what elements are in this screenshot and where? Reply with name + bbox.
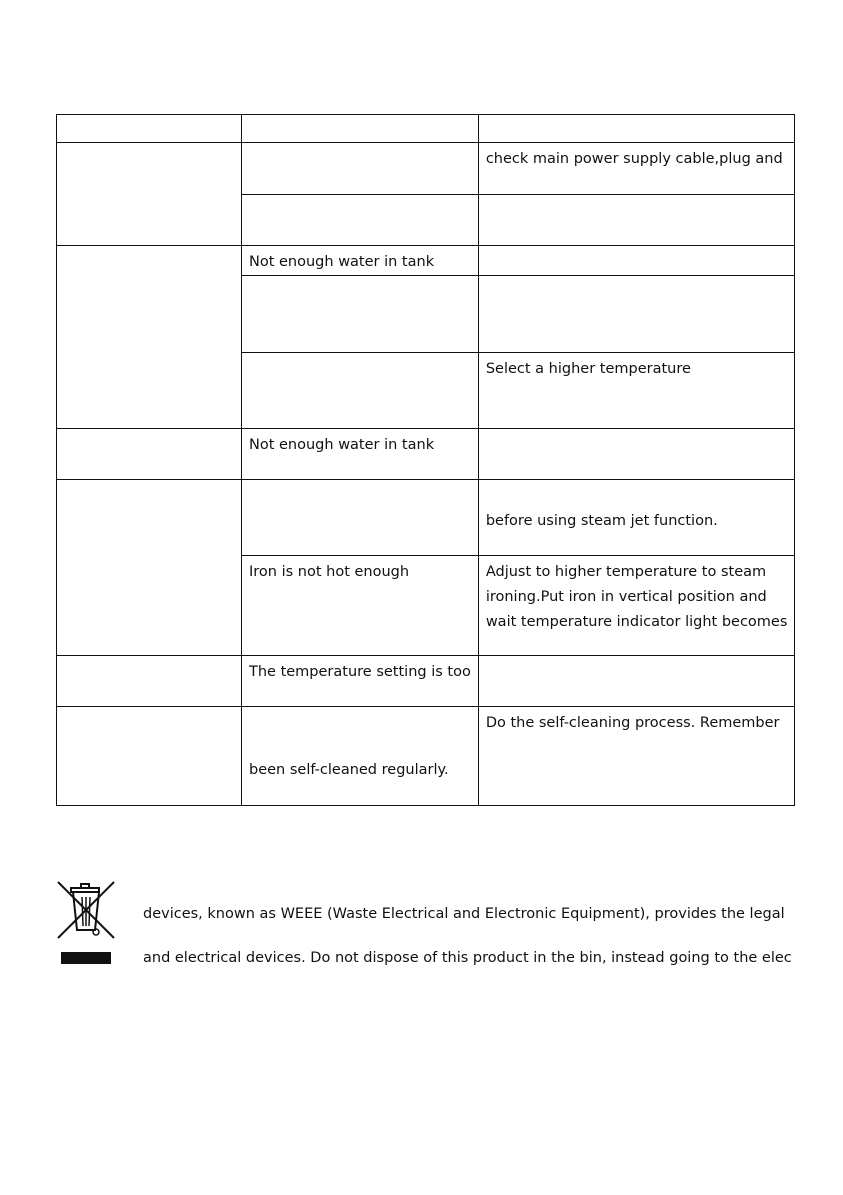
table-cell bbox=[242, 143, 479, 195]
table-cell bbox=[242, 195, 479, 246]
table-cell: Select a higher temperature bbox=[478, 353, 795, 429]
table-cell: Not enough water in tank bbox=[242, 246, 479, 276]
table-cell bbox=[57, 707, 242, 806]
table-cell bbox=[57, 480, 242, 656]
table-cell bbox=[242, 353, 479, 429]
table-row bbox=[57, 143, 795, 195]
table-cell bbox=[478, 429, 795, 480]
table-cell: check main power supply cable,plug and bbox=[478, 143, 795, 195]
weee-text-line-2: and electrical devices. Do not dispose of this product in the bin, instead going to the elec bbox=[143, 950, 792, 966]
troubleshooting-table bbox=[56, 114, 795, 806]
table-cell bbox=[57, 429, 242, 480]
table-cell bbox=[478, 195, 795, 246]
table-row bbox=[57, 429, 795, 480]
weee-text-line-1: devices, known as WEEE (Waste Electrical and Electronic Equipment), provides the legal bbox=[143, 906, 785, 922]
table-cell: The temperature setting is too bbox=[242, 656, 479, 707]
table-row bbox=[57, 707, 795, 806]
table-row bbox=[57, 115, 795, 143]
table-cell bbox=[478, 246, 795, 276]
table-row bbox=[57, 656, 795, 707]
table-cell: Iron is not hot enough bbox=[242, 556, 479, 656]
table-cell: Do the self-cleaning process. Remember bbox=[478, 707, 795, 806]
table-cell: Not enough water in tank bbox=[242, 429, 479, 480]
table-cell bbox=[242, 480, 479, 556]
table-cell bbox=[57, 143, 242, 246]
table-cell bbox=[478, 276, 795, 353]
table-row bbox=[57, 246, 795, 276]
table-cell bbox=[242, 276, 479, 353]
table-cell bbox=[57, 246, 242, 429]
table-cell: Adjust to higher temperature to steam ironing.Put iron in vertical position and wait temperature indicator light becomes bbox=[478, 556, 795, 656]
table-cell bbox=[478, 656, 795, 707]
table-cell bbox=[242, 115, 479, 143]
weee-bin-icon bbox=[56, 880, 116, 966]
table-cell: before using steam jet function. bbox=[478, 480, 795, 556]
table-row bbox=[57, 480, 795, 556]
table-cell bbox=[478, 115, 795, 143]
table-cell: been self-cleaned regularly. bbox=[242, 707, 479, 806]
table-cell bbox=[57, 115, 242, 143]
table-cell bbox=[57, 656, 242, 707]
